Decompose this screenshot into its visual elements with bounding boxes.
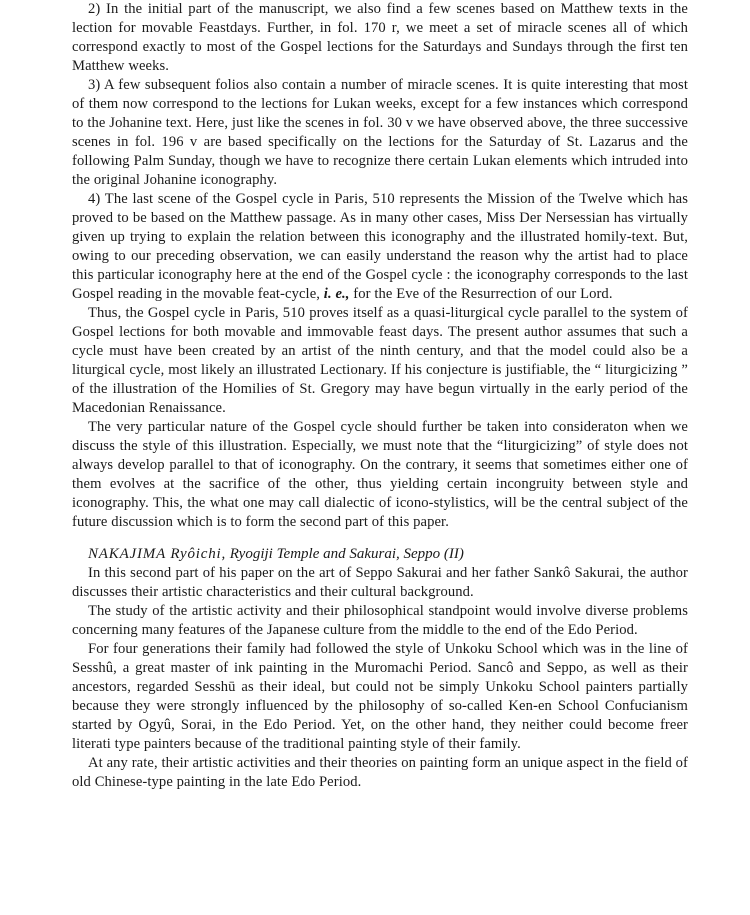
paragraph-point-4-text: 4) The last scene of the Gospel cycle in Paris, 510 represents the Mission of the Twelve which has proved to be based on the Matthew passage. As in many other cases, Miss Der Nersessian has virtually given up trying to explain the relation between this iconography and the illustrated homily-text. But, owing to our preceding observation, we can easily understand the reason why the artist had to place this particular iconography here at the end of the Gospel cycle : the iconography corresponds to the last Gospel reading in the movable feat-cycle,	[72, 191, 688, 302]
paragraph-style-note: The very particular nature of the Gospel cycle should further be taken into consideraton when we discuss the style of this illustration. Especially, we must note that the “liturgicizing” of style does not always develop parallel to that of iconography. On the contrary, it seems that sometimes either one of them evolves at the sacrifice of the other, thus yielding certain incongruity between style and iconography. This, the what one may call dialectic of icono-stylistics, will be the central subject of the future discussion which is to form the second part of this paper.	[72, 419, 688, 530]
article-heading	[72, 545, 688, 564]
summary-paragraph-4: At any rate, their artistic activities and their theories on painting form an unique aspect in the field of old Chinese-type painting in the late Edo Period.	[72, 755, 688, 790]
paragraph-point-2: 2) In the initial part of the manuscript, we also find a few scenes based on Matthew texts in the lection for movable Feastdays. Further, in fol. 170 r, we meet a set of miracle scenes all of which correspond exactly to most of the Gospel lections for the Saturdays and Sundays through the first ten Matthew weeks.	[72, 1, 688, 74]
paragraph-point-3: 3) A few subsequent folios also contain a number of miracle scenes. It is quite interesting that most of them now correspond to the lections for Lukan weeks, except for a few instances which correspond to the Johanine text. Here, just like the scenes in fol. 30 v we have observed above, the three successive scenes in fol. 196 v are based specifically on the lections for the Saturday of St. Lazarus and the following Palm Sunday, though we have to recognize there certain Lukan elements which intruded into the original Johanine iconography.	[72, 77, 688, 188]
article-author: NAKAJIMA Ryôichi,	[88, 546, 227, 562]
ie-abbreviation: i. e.,	[323, 286, 350, 302]
article-title: Ryogiji Temple and Sakurai, Seppo (II)	[229, 546, 464, 562]
paragraph-point-4-end: for the Eve of the Resurrection of our Lord.	[353, 286, 613, 302]
paragraph-conclusion: Thus, the Gospel cycle in Paris, 510 proves itself as a quasi-liturgical cycle parallel to the system of Gospel lections for both movable and immovable feast days. The present author assumes that such a cycle must have been created by an artist of the ninth century, and that the model could also be a liturgical cycle, most likely an illustrated Lectionary. If his conjecture is justifiable, the “ liturgicizing ” of the illustration of the Homilies of St. Gregory may have begun virtually in the early period of the Macedonian Renaissance.	[72, 305, 688, 416]
summary-paragraph-3: For four generations their family had followed the style of Unkoku School which was in the line of Sesshû, a great master of ink painting in the Muromachi Period. Sancô and Seppo, as well as their ancestors, regarded Sesshū as their ideal, but could not be simply Unkoku School painters partially because they were strongly influenced by the philosophy of so-called Ken-en School Confucianism started by Ogyû, Sorai, in the Edo Period. Yet, on the other hand, they neither could become freer literati type painters because of the traditional painting style of their family.	[72, 641, 688, 752]
paragraph-point-4	[72, 190, 688, 304]
summary-paragraph-1: In this second part of his paper on the art of Seppo Sakurai and her father Sankô Sakurai, the author discusses their artistic characteristics and their cultural background.	[72, 565, 688, 600]
summary-paragraph-2: The study of the artistic activity and their philosophical standpoint would involve diverse problems concerning many features of the Japanese culture from the middle to the end of the Edo Period.	[72, 603, 688, 638]
document-page	[72, 0, 688, 792]
